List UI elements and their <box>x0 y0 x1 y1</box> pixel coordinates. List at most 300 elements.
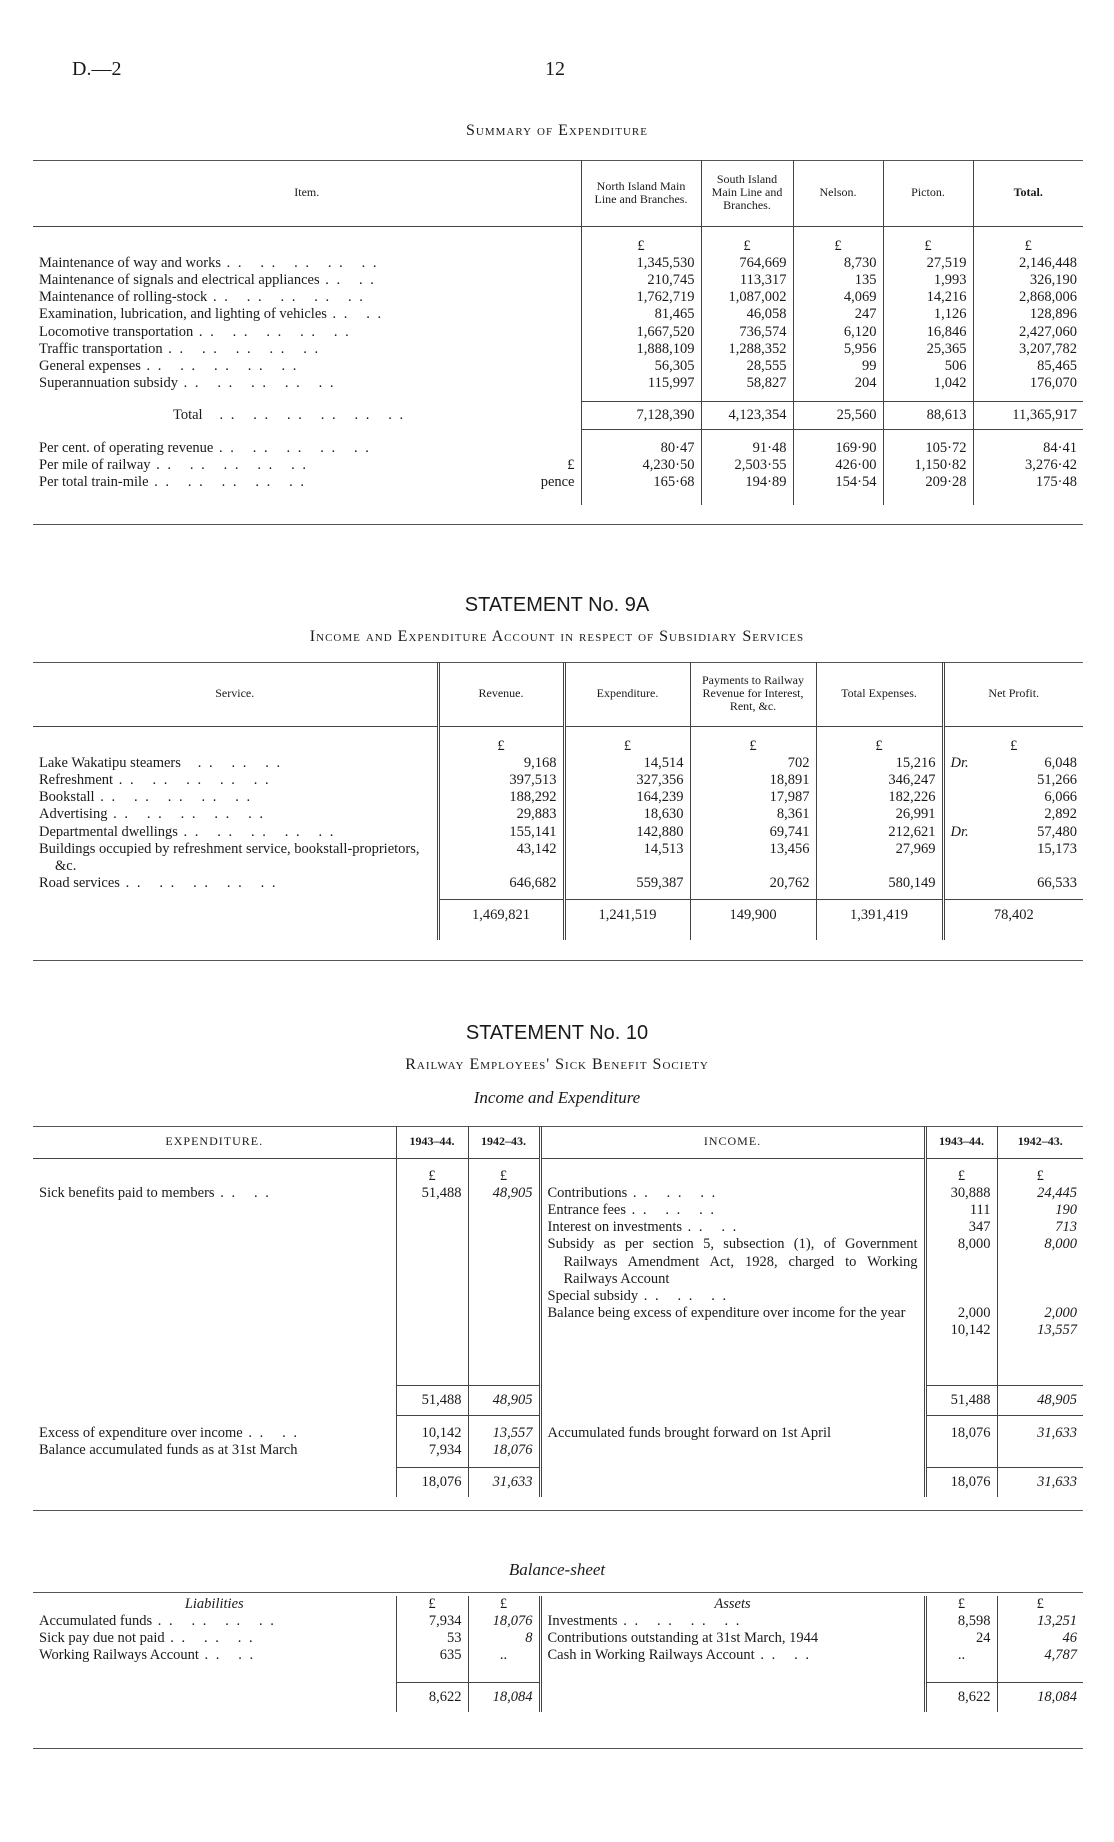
col-picton: Picton. <box>883 160 973 226</box>
row-label-cell <box>33 324 581 341</box>
statement-10-subtitle: Railway Employees' Sick Benefit Society <box>405 1056 709 1073</box>
table-row <box>33 255 1083 272</box>
row-label: Sick pay due not paid <box>39 1630 165 1647</box>
cell-value: 84·41 <box>973 440 1083 457</box>
cell-value: 1,993 <box>883 272 973 289</box>
cell-value: 51,488 <box>396 1185 468 1385</box>
row-label: Special subsidy <box>547 1287 639 1304</box>
cell-value: 53 <box>396 1630 468 1647</box>
col-income: INCOME. <box>540 1126 925 1158</box>
total-value: 78,402 <box>943 900 1083 930</box>
cell-value: 155,141 <box>438 824 564 841</box>
cell-value: 142,880 <box>564 824 690 841</box>
total-value: 18,076 <box>925 1467 997 1497</box>
cell-value: 48,905 <box>468 1185 540 1385</box>
total-value: 4,123,354 <box>701 402 793 430</box>
total-value: 31,633 <box>468 1467 540 1497</box>
row-label: Examination, lubrication, and lighting of vehicles <box>39 306 327 323</box>
page-number: 12 <box>545 58 565 80</box>
table-row <box>33 306 1083 323</box>
balance-sheet-table <box>33 1596 1083 1712</box>
cell-value: 16,846 <box>883 324 973 341</box>
cell-value: 1,288,352 <box>701 341 793 358</box>
col-north-island: North Island Main Line and Branches. <box>581 160 701 226</box>
table-row: Contributions . . . . . . <box>547 1185 718 1202</box>
cell-value: 1,345,530 <box>581 255 701 272</box>
income-1943-values <box>925 1185 997 1385</box>
table-row: Subsidy as per section 5, subsection (1), of Government Railways Amendment Act, 1928, charged to Working Railways Account <box>547 1236 918 1287</box>
cell-value: 1,126 <box>883 306 973 323</box>
row-label: Departmental dwellings <box>39 823 178 840</box>
total-value: 7,128,390 <box>581 402 701 430</box>
leader-dots: . . . . . . . . . . <box>140 357 299 374</box>
leader-dots: . . . . . . . . . . <box>113 772 271 789</box>
row-label: Traffic transportation <box>39 340 163 357</box>
cell-value: 4,787 <box>997 1647 1083 1664</box>
total-value: 88,613 <box>883 402 973 430</box>
cell-value: 1,667,520 <box>581 324 701 341</box>
cell-value: 326,190 <box>973 272 1083 289</box>
table-row <box>33 375 1083 392</box>
cell-value: 18,076 <box>492 1442 533 1459</box>
row-unit: pence <box>540 474 575 491</box>
row-label-cell <box>33 772 438 789</box>
cell-value: 154·54 <box>793 474 883 491</box>
col-total: Total. <box>973 160 1083 226</box>
cell-value: 8,361 <box>690 806 816 823</box>
col-south-island: South Island Main Line and Branches. <box>701 160 793 226</box>
cell-value: 764,669 <box>701 255 793 272</box>
currency-symbol: £ <box>468 1596 540 1613</box>
leader-dots: . . . . . . <box>180 755 283 772</box>
row-label-cell <box>33 358 581 375</box>
cell-value: 2,892 <box>1044 806 1077 823</box>
cell-value: 58,827 <box>701 375 793 392</box>
total-row <box>33 402 1083 430</box>
table-row <box>33 440 1083 457</box>
cell-value: 135 <box>793 272 883 289</box>
balance-sheet-title: Balance-sheet <box>508 1560 606 1579</box>
leader-dots: . . . . . . . . . . <box>162 340 321 357</box>
table-row <box>33 755 1083 772</box>
row-label-cell <box>33 789 438 806</box>
cell-value: 559,387 <box>564 875 690 892</box>
statement-9a-table <box>33 662 1083 940</box>
row-label: Interest on investments <box>547 1219 683 1236</box>
table-row: Entrance fees . . . . . . <box>547 1202 716 1219</box>
net-profit-cell <box>943 755 1083 772</box>
cell-value: 8,000 <box>1044 1236 1077 1253</box>
table-row <box>33 789 1083 806</box>
table-row <box>33 474 1083 491</box>
cell-value: 1,087,002 <box>701 289 793 306</box>
cell-value: 17,987 <box>690 789 816 806</box>
row-label-cell <box>33 474 581 491</box>
leader-dots: . . . . . . . . . . <box>177 823 336 840</box>
cell-value: 14,216 <box>883 289 973 306</box>
cell-value: 8,598 <box>925 1613 997 1630</box>
table-row: Accumulated funds . . . . . . . . 7,934 18,076 Investments . . . . . . . . 8,598 13,251 <box>33 1613 1083 1630</box>
table-row <box>33 358 1083 375</box>
currency-symbol: £ <box>581 238 701 255</box>
cell-value: 210,745 <box>581 272 701 289</box>
row-label: Refreshment <box>39 772 114 789</box>
row-label-cell <box>33 440 581 457</box>
col-revenue: Revenue. <box>438 662 564 726</box>
cell-value: 6,066 <box>1044 789 1077 806</box>
cell-value: 13,456 <box>690 841 816 875</box>
cell-value: 327,356 <box>564 772 690 789</box>
assets-heading: Assets <box>540 1596 925 1613</box>
table-row: Accumulated funds brought forward on 1st April <box>540 1425 925 1467</box>
currency-symbol: £ <box>943 738 1083 755</box>
cell-value: 99 <box>793 358 883 375</box>
currency-symbol: £ <box>396 1168 468 1185</box>
cell-value: 2,000 <box>957 1304 991 1321</box>
currency-symbol: £ <box>438 738 564 755</box>
total-value: 8,622 <box>396 1682 468 1712</box>
cell-value: 1,150·82 <box>883 457 973 474</box>
cell-value: 164,239 <box>564 789 690 806</box>
statement-9a-subtitle: Income and Expenditure Account in respect of Subsidiary Services <box>309 628 805 645</box>
cell-value: 57,480 <box>1037 823 1077 840</box>
cell-value: 204 <box>793 375 883 392</box>
cell-value: 646,682 <box>438 875 564 892</box>
table-row <box>33 824 1083 841</box>
cell-value: 182,226 <box>816 789 943 806</box>
cell-value: 346,247 <box>816 772 943 789</box>
cell-value: 188,292 <box>438 789 564 806</box>
row-label: Superannuation subsidy <box>39 374 178 391</box>
cell-value: 13,557 <box>492 1425 533 1442</box>
net-profit-cell <box>943 824 1083 841</box>
income-cell <box>540 1185 925 1385</box>
cell-value: 506 <box>883 358 973 375</box>
summary-title: Summary of Expenditure <box>466 122 648 139</box>
cell-value: 66,533 <box>1037 874 1077 891</box>
currency-symbol: £ <box>973 238 1083 255</box>
row-label: Per cent. of operating revenue <box>39 439 214 456</box>
document-code: D.—2 <box>72 58 122 80</box>
leader-dots: . . . . . . . . . . <box>94 789 253 806</box>
cell-value: 81,465 <box>581 306 701 323</box>
cell-value: 1,042 <box>883 375 973 392</box>
cell-value: 113,317 <box>701 272 793 289</box>
row-label: Cash in Working Railways Account <box>547 1647 755 1664</box>
cell-value: 46,058 <box>701 306 793 323</box>
cell-value: 10,142 <box>950 1321 991 1338</box>
col-nelson: Nelson. <box>793 160 883 226</box>
cell-value: 9,168 <box>438 755 564 772</box>
row-label: Per total train-mile <box>39 474 149 491</box>
cell-value: 212,621 <box>816 824 943 841</box>
cell-value: 397,513 <box>438 772 564 789</box>
row-label: Sick benefits paid to members <box>39 1185 215 1202</box>
row-label-cell <box>33 289 581 306</box>
row-unit: £ <box>567 457 575 474</box>
row-label: Advertising <box>39 806 108 823</box>
cell-value: 18,630 <box>564 806 690 823</box>
cell-value: 29,883 <box>438 806 564 823</box>
table-row <box>33 289 1083 306</box>
cell-value: 247 <box>793 306 883 323</box>
cell-value: 426·00 <box>793 457 883 474</box>
row-label: Road services <box>39 874 120 891</box>
cell-value: 15,173 <box>1037 840 1077 857</box>
cell-value: 176,070 <box>973 375 1083 392</box>
cell-value: .. <box>925 1647 997 1664</box>
cell-value: 27,519 <box>883 255 973 272</box>
total-value: 18,084 <box>468 1682 540 1712</box>
cell-value: 14,514 <box>564 755 690 772</box>
total-value: 18,076 <box>396 1467 468 1497</box>
row-label: Maintenance of signals and electrical appliances <box>39 272 320 289</box>
cell-value: 2,868,006 <box>973 289 1083 306</box>
cell-value: 85,465 <box>973 358 1083 375</box>
currency-symbol: £ <box>883 238 973 255</box>
table-row <box>33 324 1083 341</box>
cell-value: 1,762,719 <box>581 289 701 306</box>
liabilities-heading: Liabilities <box>184 1596 244 1612</box>
cell-value: 2,146,448 <box>973 255 1083 272</box>
total-value: 149,900 <box>690 900 816 930</box>
cell-value: 28,555 <box>701 358 793 375</box>
total-value: 31,633 <box>997 1467 1083 1497</box>
currency-symbol: £ <box>997 1596 1083 1613</box>
col-total-expenses: Total Expenses. <box>816 662 943 726</box>
table-row <box>33 457 1083 474</box>
cell-value: 736,574 <box>701 324 793 341</box>
currency-symbol: £ <box>925 1168 997 1185</box>
col-inc-1943: 1943–44. <box>925 1126 997 1158</box>
currency-symbol: £ <box>690 738 816 755</box>
cell-value: 7,934 <box>428 1442 462 1459</box>
table-row: Balance being excess of expenditure over income for the year <box>547 1304 906 1321</box>
row-label-cell <box>33 255 581 272</box>
debit-marker: Dr. <box>950 823 969 840</box>
row-label-cell <box>33 755 438 772</box>
net-profit-cell <box>943 772 1083 789</box>
row-label-cell <box>33 824 438 841</box>
currency-symbol: £ <box>468 1168 540 1185</box>
cell-value: 14,513 <box>564 841 690 875</box>
row-label: Lake Wakatipu steamers <box>39 755 181 772</box>
cell-value: 1,888,109 <box>581 341 701 358</box>
row-label: Buildings occupied by refreshment service, bookstall-proprietors, &c. <box>39 840 420 874</box>
col-exp-1943: 1943–44. <box>396 1126 468 1158</box>
cell-value: 80·47 <box>581 440 701 457</box>
cell-value: 4,069 <box>793 289 883 306</box>
cell-value: 18,076 <box>468 1613 540 1630</box>
table-row: Special subsidy . . . . . . <box>547 1287 729 1304</box>
cell-value: 2,427,060 <box>973 324 1083 341</box>
table-row: Balance accumulated funds as at 31st March <box>39 1442 298 1459</box>
table-row <box>33 841 1083 875</box>
expenditure-cell <box>33 1425 396 1467</box>
row-label: Excess of expenditure over income <box>39 1425 243 1442</box>
leader-dots: . . . . . . . . . . <box>107 806 265 823</box>
leader-dots: . . . . . . . . . . <box>207 289 365 306</box>
total-value: 1,241,519 <box>564 900 690 930</box>
table-row <box>33 875 1083 892</box>
income-1942-values <box>997 1185 1083 1385</box>
col-expenditure: EXPENDITURE. <box>165 1134 264 1149</box>
cell-value: 3,207,782 <box>973 341 1083 358</box>
cell-value: 105·72 <box>883 440 973 457</box>
cell-value: 190 <box>1055 1202 1077 1219</box>
cell-value: 26,991 <box>816 806 943 823</box>
col-net-profit: Net Profit. <box>943 662 1083 726</box>
row-label-cell <box>33 375 581 392</box>
cell-value: 8 <box>468 1630 540 1647</box>
cell-value: 175·48 <box>973 474 1083 491</box>
row-label: Contributions <box>547 1185 628 1202</box>
statement-10-title: STATEMENT No. 10 <box>465 1022 649 1044</box>
cell-value: 27,969 <box>816 841 943 875</box>
row-label-cell <box>33 875 438 892</box>
row-label: Accumulated funds <box>39 1613 153 1630</box>
col-service: Service. <box>215 686 255 701</box>
col-payments: Payments to Railway Revenue for Interest, Rent, &c. <box>690 662 816 726</box>
summary-table <box>33 160 1083 505</box>
expenditure-cell <box>33 1185 396 1385</box>
total-value: 18,084 <box>997 1682 1083 1712</box>
net-profit-cell <box>943 789 1083 806</box>
cell-value: 91·48 <box>701 440 793 457</box>
subtotal-value: 51,488 <box>925 1385 997 1415</box>
cell-value: 8,000 <box>957 1236 991 1253</box>
income-expenditure-title: Income and Expenditure <box>473 1088 641 1107</box>
table-row: Working Railways Account . . . . 635 .. Cash in Working Railways Account . . . . .. 4,787 <box>33 1647 1083 1664</box>
net-profit-cell <box>943 806 1083 823</box>
cell-value: 2,503·55 <box>701 457 793 474</box>
table-row <box>33 806 1083 823</box>
leader-dots: . . . . . . . . . . . . <box>202 407 406 424</box>
currency-symbol: £ <box>997 1168 1083 1185</box>
cell-value: 25,365 <box>883 341 973 358</box>
cell-value: 8,730 <box>793 255 883 272</box>
leader-dots: . . . . . . . . . . <box>119 874 278 891</box>
cell-value: 347 <box>968 1219 991 1236</box>
currency-symbol: £ <box>701 238 793 255</box>
row-label: Investments <box>547 1613 618 1630</box>
debit-marker: Dr. <box>950 755 969 772</box>
cell-value: 115,997 <box>581 375 701 392</box>
cell-value: 2,000 <box>1044 1304 1077 1321</box>
currency-row <box>33 738 1083 755</box>
table-row <box>33 341 1083 358</box>
cell-value: 30,888 <box>950 1185 991 1202</box>
table-row <box>33 272 1083 289</box>
cell-value: 7,934 <box>396 1613 468 1630</box>
leader-dots: . . . . . . . . . . <box>193 323 351 340</box>
cell-value: 165·68 <box>581 474 701 491</box>
statement-9a-title: STATEMENT No. 9A <box>464 594 650 616</box>
cell-value: 4,230·50 <box>581 457 701 474</box>
subtotal-value: 48,905 <box>997 1385 1083 1415</box>
cell-value: 18,076 <box>925 1425 997 1467</box>
cell-value: 10,142 <box>421 1425 462 1442</box>
cell-value: 24 <box>925 1630 997 1647</box>
cell-value: 46 <box>997 1630 1083 1647</box>
currency-symbol: £ <box>816 738 943 755</box>
currency-row <box>33 238 1083 255</box>
row-label-cell <box>33 341 581 358</box>
table-row: Sick benefits paid to members . . . . <box>39 1185 271 1202</box>
cell-value: 31,633 <box>997 1425 1083 1467</box>
leader-dots: . . . . . . . . . . <box>150 457 309 474</box>
subtotal-value: 51,488 <box>396 1385 468 1415</box>
subtotal-value: 48,905 <box>468 1385 540 1415</box>
cell-value: 69,741 <box>690 824 816 841</box>
total-value: 25,560 <box>793 402 883 430</box>
row-label: Maintenance of rolling-stock <box>39 289 208 306</box>
row-label: Locomotive transportation <box>39 323 194 340</box>
table-row: Excess of expenditure over income . . . . <box>39 1425 299 1442</box>
row-label: Working Railways Account <box>39 1647 199 1664</box>
row-label: Entrance fees <box>547 1202 626 1219</box>
row-label: Bookstall <box>39 789 95 806</box>
cell-value: 169·90 <box>793 440 883 457</box>
row-label: Maintenance of way and works <box>39 255 221 272</box>
row-label-cell <box>33 457 581 474</box>
leader-dots: . . . . . . . . . . <box>177 374 336 391</box>
cell-value: 56,305 <box>581 358 701 375</box>
leader-dots: . . . . . . . . . . <box>148 474 307 491</box>
cell-value: 43,142 <box>438 841 564 875</box>
currency-symbol: £ <box>793 238 883 255</box>
cell-value: .. <box>468 1647 540 1664</box>
row-label-cell <box>33 272 581 289</box>
leader-dots: . . . . <box>319 272 376 289</box>
cell-value: 20,762 <box>690 875 816 892</box>
currency-symbol: £ <box>396 1596 468 1613</box>
cell-value: 635 <box>396 1647 468 1664</box>
total-value: 1,391,419 <box>816 900 943 930</box>
leader-dots: . . . . . . . . . . <box>221 255 379 272</box>
table-row <box>33 772 1083 789</box>
leader-dots: . . . . <box>326 306 384 323</box>
net-profit-cell <box>943 875 1083 892</box>
row-label: General expenses <box>39 357 141 374</box>
cell-value: 111 <box>969 1202 991 1219</box>
cell-value: 702 <box>690 755 816 772</box>
cell-value: 713 <box>1055 1219 1077 1236</box>
total-row <box>33 900 1083 930</box>
row-label: Per mile of railway <box>39 457 151 474</box>
cell-value: 24,445 <box>1037 1185 1077 1202</box>
cell-value: 18,891 <box>690 772 816 789</box>
cell-value: 51,266 <box>1037 772 1077 789</box>
cell-value: 13,557 <box>1037 1321 1077 1338</box>
cell-value: 3,276·42 <box>973 457 1083 474</box>
cell-value: 209·28 <box>883 474 973 491</box>
cell-value: 6,120 <box>793 324 883 341</box>
cell-value: 15,216 <box>816 755 943 772</box>
cell-value: 580,149 <box>816 875 943 892</box>
cell-value: 5,956 <box>793 341 883 358</box>
cell-value: 6,048 <box>1044 755 1077 772</box>
table-row: Interest on investments . . . . <box>547 1219 739 1236</box>
sick-benefit-table <box>33 1126 1083 1497</box>
cell-value: 194·89 <box>701 474 793 491</box>
cell-value: 13,251 <box>997 1613 1083 1630</box>
table-row: Sick pay due not paid . . . . . . 53 8 Contributions outstanding at 31st March, 1944 24 46 <box>33 1630 1083 1647</box>
col-item: Item. <box>294 185 320 200</box>
leader-dots: . . . . . . . . . . <box>213 439 371 456</box>
total-value: 11,365,917 <box>973 402 1083 430</box>
total-label: Total <box>173 407 203 424</box>
